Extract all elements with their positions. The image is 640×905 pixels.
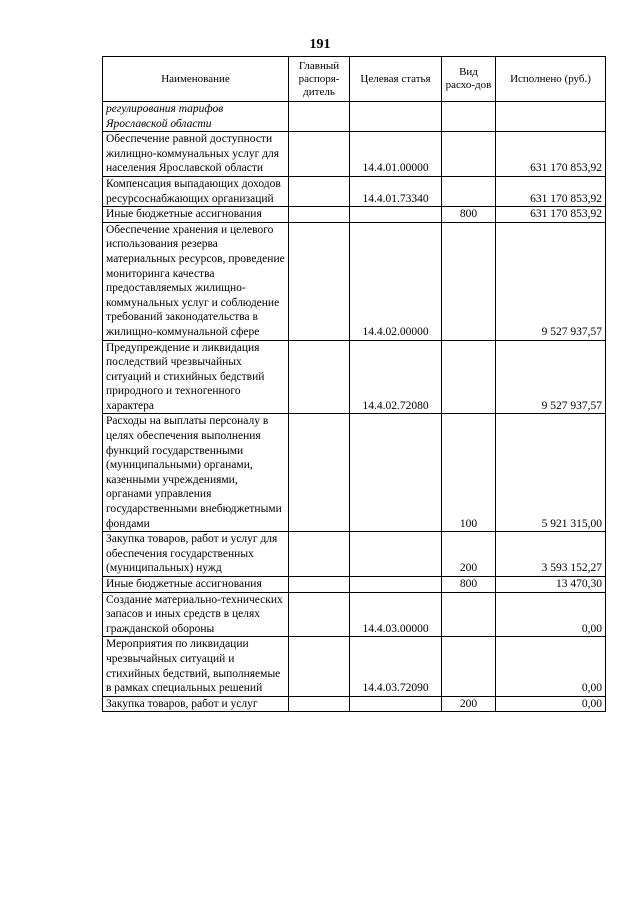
row-target-article [350,696,442,712]
row-amount: 631 170 853,92 [496,176,606,206]
row-amount: 13 470,30 [496,577,606,593]
row-name: Мероприятия по ликвидации чрезвычайных ситуаций и стихийных бедствий, выполняемые в рамках специальных решений [103,637,289,696]
row-target-article: 14.4.02.00000 [350,222,442,340]
table-row [103,222,606,340]
row-expense-kind [442,132,496,177]
row-expense-kind [442,102,496,132]
table-row [103,176,606,206]
row-main-manager [289,340,350,414]
table-row [103,207,606,223]
page-number: 191 [309,37,331,52]
row-amount [496,102,606,132]
budget-execution-table [102,56,606,712]
row-name: Закупка товаров, работ и услуг для обеспечения государственных (муниципальных) нужд [103,532,289,577]
row-main-manager [289,696,350,712]
row-expense-kind: 800 [442,577,496,593]
table-row [103,637,606,696]
row-main-manager [289,176,350,206]
row-expense-kind: 200 [442,696,496,712]
row-amount: 5 921 315,00 [496,414,606,532]
row-amount: 631 170 853,92 [496,207,606,223]
row-amount: 3 593 152,27 [496,532,606,577]
table-row [103,132,606,177]
row-main-manager [289,102,350,132]
row-target-article: 14.4.03.00000 [350,592,442,637]
row-amount: 9 527 937,57 [496,340,606,414]
table-row [103,102,606,132]
row-name: Закупка товаров, работ и услуг [103,696,289,712]
row-expense-kind: 100 [442,414,496,532]
row-name: Иные бюджетные ассигнования [103,207,289,223]
row-name: Обеспечение равной доступности жилищно-коммунальных услуг для населения Ярославской области [103,132,289,177]
row-name: Иные бюджетные ассигнования [103,577,289,593]
table-row [103,414,606,532]
row-expense-kind: 800 [442,207,496,223]
row-name: Обеспечение хранения и целевого использования резерва материальных ресурсов, проведение мониторинга качества предоставляемых жилищно-коммунальных услуг и соблюдение требований законодательства в жилищно-коммунальной сфере [103,222,289,340]
table-row [103,577,606,593]
row-main-manager [289,532,350,577]
row-name: Предупреждение и ликвидация последствий чрезвычайных ситуаций и стихийных бедствий природного и техногенного характера [103,340,289,414]
row-expense-kind [442,176,496,206]
row-main-manager [289,222,350,340]
row-target-article [350,532,442,577]
row-amount: 0,00 [496,637,606,696]
table-row [103,532,606,577]
header-expense-kind: Вид расхо-дов [442,57,496,102]
row-target-article [350,207,442,223]
header-target-article: Целевая статья [350,57,442,102]
row-main-manager [289,414,350,532]
row-expense-kind [442,592,496,637]
table-row [103,696,606,712]
row-name: Компенсация выпадающих доходов ресурсоснабжающих организаций [103,176,289,206]
row-expense-kind [442,637,496,696]
row-main-manager [289,637,350,696]
row-expense-kind: 200 [442,532,496,577]
row-target-article [350,577,442,593]
row-main-manager [289,207,350,223]
row-main-manager [289,132,350,177]
row-expense-kind [442,340,496,414]
table-header-row [103,57,606,102]
row-amount: 0,00 [496,696,606,712]
table-row [103,340,606,414]
row-target-article: 14.4.03.72090 [350,637,442,696]
row-main-manager [289,577,350,593]
row-amount: 9 527 937,57 [496,222,606,340]
row-name: Расходы на выплаты персоналу в целях обеспечения выполнения функций государственными (муниципальными) органами, казенными учреждениями, органами управления государственными внебюджетными фондами [103,414,289,532]
row-amount: 631 170 853,92 [496,132,606,177]
header-main-manager: Главный распоря-дитель [289,57,350,102]
row-target-article: 14.4.01.00000 [350,132,442,177]
row-name: регулирования тарифов Ярославской области [103,102,289,132]
table-row [103,592,606,637]
row-target-article [350,414,442,532]
row-target-article [350,102,442,132]
header-name: Наименование [103,57,289,102]
row-expense-kind [442,222,496,340]
header-executed: Исполнено (руб.) [496,57,606,102]
row-amount: 0,00 [496,592,606,637]
row-name: Создание материально-технических запасов и иных средств в целях гражданской обороны [103,592,289,637]
row-main-manager [289,592,350,637]
row-target-article: 14.4.01.73340 [350,176,442,206]
row-target-article: 14.4.02.72080 [350,340,442,414]
